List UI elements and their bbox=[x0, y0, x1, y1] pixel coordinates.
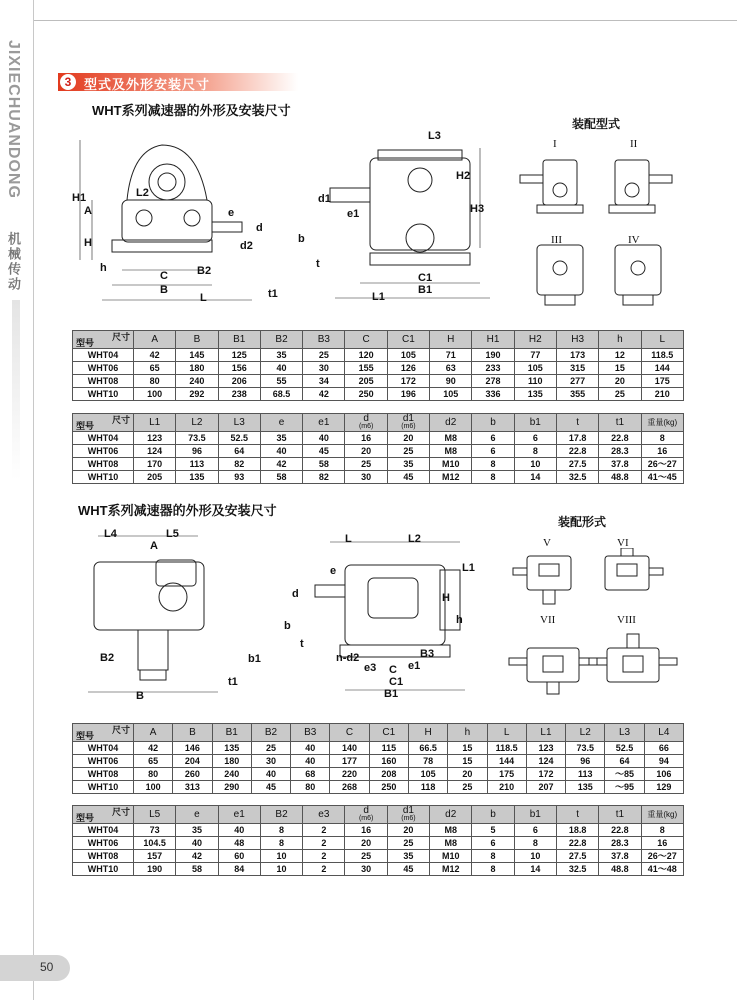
gearbox-side-view-drawing bbox=[300, 128, 500, 308]
section-title: 型式及外形安装尺寸 bbox=[84, 77, 211, 92]
sidebar bbox=[0, 0, 34, 1000]
assembly-label-1: I bbox=[553, 138, 557, 150]
section-number: 3 bbox=[60, 74, 76, 90]
table-row: WHT10 205 135 93 58 82 30 45 M12 8 14 32.5 48.8 41～45 bbox=[73, 471, 684, 484]
table2-corner: 尺寸 型号 bbox=[73, 414, 134, 432]
dim-h: h bbox=[100, 262, 107, 274]
dim-H2: H2 bbox=[456, 170, 471, 182]
dim-e1-2: e1 bbox=[408, 660, 421, 672]
dim-L2: L2 bbox=[136, 187, 149, 199]
dim-h-2: h bbox=[456, 614, 463, 626]
table3-corner: 尺寸 型号 bbox=[73, 724, 134, 742]
dim-L2-2: L2 bbox=[408, 533, 421, 545]
dim-e-2: e bbox=[330, 565, 337, 577]
table2-header: 尺寸 型号 L1 L2 L3 e e1 d (m6) d1 (m6) d2 b b1 t t1 重量(kg) bbox=[73, 414, 684, 432]
dim-e3: e3 bbox=[364, 662, 377, 674]
page-number-tab bbox=[0, 955, 70, 981]
dim-t1-2: t1 bbox=[228, 676, 238, 688]
dim-H: H bbox=[84, 237, 92, 249]
table-row: WHT06 124 96 64 40 45 20 25 M8 6 8 22.8 28.3 16 bbox=[73, 445, 684, 458]
brand-text: JIXIECHUANDONG bbox=[5, 40, 22, 199]
dim-t-2: t bbox=[300, 638, 304, 650]
dimension-table-2 bbox=[72, 413, 684, 484]
dim-b1-2: b1 bbox=[248, 653, 261, 665]
table-row: WHT04 73 35 40 8 2 16 20 M8 5 6 18.8 22.8 8 bbox=[73, 824, 684, 837]
table-row: WHT04 42 145 125 35 25 120 105 71 190 77 173 12 118.5 bbox=[73, 349, 684, 362]
dim-n-d2: n-d2 bbox=[336, 652, 360, 664]
dim-d: d bbox=[256, 222, 263, 234]
dim-B2: B2 bbox=[197, 265, 212, 277]
brand-subtitle: 机械传动 bbox=[6, 232, 21, 292]
table-row: WHT08 170 113 82 42 58 25 35 M10 8 10 27.5 37.8 26～27 bbox=[73, 458, 684, 471]
dim-B-2: B bbox=[136, 690, 144, 702]
part1-assembly-title: 装配型式 bbox=[572, 117, 621, 131]
dim-B2-2: B2 bbox=[100, 652, 115, 664]
dim-e1: e1 bbox=[347, 208, 360, 220]
dim-H-2: H bbox=[442, 592, 450, 604]
dim-d-2: d bbox=[292, 588, 299, 600]
table-row: WHT06 65 204 180 30 40 177 160 78 15 144 124 96 64 94 bbox=[73, 755, 684, 768]
dimension-table-4 bbox=[72, 805, 684, 876]
dim-b-2: b bbox=[284, 620, 291, 632]
part2-title: WHT系列减速器的外形及安装尺寸 bbox=[78, 503, 277, 518]
dim-H1: H1 bbox=[72, 192, 87, 204]
table-row: WHT08 80 240 206 55 34 205 172 90 278 110 277 20 175 bbox=[73, 375, 684, 388]
assembly-label-6: VI bbox=[617, 537, 629, 549]
top-rule bbox=[34, 20, 737, 21]
table-row: WHT06 104.5 40 48 8 2 20 25 M8 6 8 22.8 28.3 16 bbox=[73, 837, 684, 850]
dim-B1: B1 bbox=[418, 284, 433, 296]
dim-t1: t1 bbox=[268, 288, 278, 300]
dim-A-2: A bbox=[150, 540, 158, 552]
sidebar-decoration bbox=[12, 300, 20, 480]
dim-L3: L3 bbox=[428, 130, 441, 142]
table-row: WHT10 100 313 290 45 80 268 250 118 25 210 207 135 ～95 129 bbox=[73, 781, 684, 794]
dim-L5: L5 bbox=[166, 528, 179, 540]
dim-e: e bbox=[228, 207, 235, 219]
table-row: WHT08 80 260 240 40 68 220 208 105 20 175 172 113 ～85 106 bbox=[73, 768, 684, 781]
table-row: WHT10 190 58 84 10 2 30 45 M12 8 14 32.5 48.8 41～48 bbox=[73, 863, 684, 876]
table-row: WHT04 123 73.5 52.5 35 40 16 20 M8 6 6 17.8 22.8 8 bbox=[73, 432, 684, 445]
table-row: WHT04 42 146 135 25 40 140 115 66.5 15 118.5 123 73.5 52.5 66 bbox=[73, 742, 684, 755]
table4-header: 尺寸 型号 L5 e e1 B2 e3 d (m6) d1 (m6) d2 b b1 t t1 重量(kg) bbox=[73, 806, 684, 824]
assembly-label-8: VIII bbox=[617, 614, 636, 626]
sidebar-divider bbox=[33, 0, 34, 1000]
gearbox-side-view-2-drawing bbox=[290, 530, 480, 700]
dim-B: B bbox=[160, 284, 168, 296]
dim-L1-2: L1 bbox=[462, 562, 475, 574]
table3-header: 尺寸 型号 A B B1 B2 B3 C C1 H h L L1 L2 L3 L4 bbox=[73, 724, 684, 742]
dim-A: A bbox=[84, 205, 92, 217]
section-header bbox=[58, 73, 298, 91]
dim-C: C bbox=[160, 270, 168, 282]
dim-L1: L1 bbox=[372, 291, 385, 303]
dim-B1-2: B1 bbox=[384, 688, 399, 700]
gearbox-front-view-drawing bbox=[62, 130, 262, 310]
dimension-table-1 bbox=[72, 330, 684, 401]
table1-header: 尺寸 型号 A B B1 B2 B3 C C1 H H1 H2 H3 h L bbox=[73, 331, 684, 349]
assembly-label-2: II bbox=[630, 138, 638, 150]
dim-L4: L4 bbox=[104, 528, 117, 540]
assembly-types-1-4-drawing bbox=[515, 150, 675, 315]
dimension-table-3 bbox=[72, 723, 684, 794]
assembly-label-5: V bbox=[543, 537, 551, 549]
dim-t: t bbox=[316, 258, 320, 270]
table1-corner: 尺寸 型号 bbox=[73, 331, 134, 349]
table-row: WHT06 65 180 156 40 30 155 126 63 233 105 315 15 144 bbox=[73, 362, 684, 375]
dim-B3: B3 bbox=[420, 648, 435, 660]
table-row: WHT10 100 292 238 68.5 42 250 196 105 336 135 355 25 210 bbox=[73, 388, 684, 401]
part2-assembly-title: 装配形式 bbox=[558, 515, 607, 529]
dim-H3: H3 bbox=[470, 203, 485, 215]
table-row: WHT08 157 42 60 10 2 25 35 M10 8 10 27.5 37.8 26～27 bbox=[73, 850, 684, 863]
assembly-label-4: IV bbox=[628, 234, 640, 246]
dim-C1-2: C1 bbox=[389, 676, 404, 688]
dim-C1: C1 bbox=[418, 272, 433, 284]
dim-b: b bbox=[298, 233, 305, 245]
dim-L-2: L bbox=[345, 533, 352, 545]
assembly-types-5-8-drawing bbox=[505, 548, 685, 698]
assembly-label-7: VII bbox=[540, 614, 556, 626]
dim-d1: d1 bbox=[318, 193, 331, 205]
dim-L: L bbox=[200, 292, 207, 304]
part1-title: WHT系列减速器的外形及安装尺寸 bbox=[92, 103, 291, 118]
dim-d2: d2 bbox=[240, 240, 253, 252]
table4-corner: 尺寸 型号 bbox=[73, 806, 134, 824]
dim-C-2: C bbox=[389, 664, 397, 676]
assembly-label-3: III bbox=[551, 234, 562, 246]
page-number: 50 bbox=[40, 960, 54, 974]
